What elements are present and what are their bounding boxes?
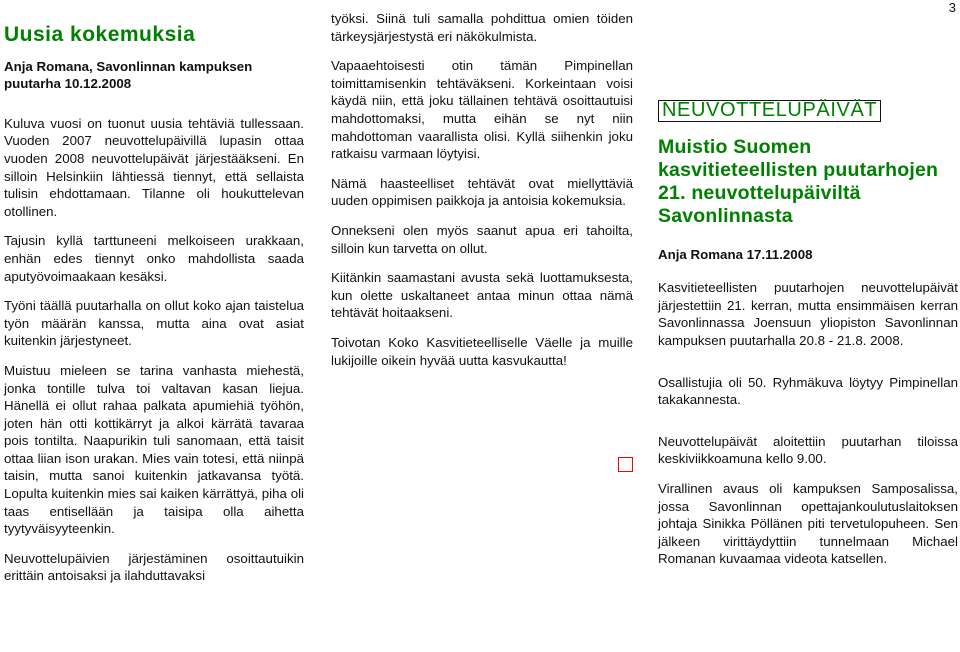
paragraph: Kasvitieteellisten puutarhojen neuvottelupäivät järjestettiin 21. kerran, mutta ensimmäisen kerran Savonlinnassa Joensuun yliopiston Savonlinnan kampuksen puutarhalla 20.8 - 21.8. 2008. [658, 280, 958, 348]
column-middle [331, 10, 633, 381]
paragraph: työksi. Siinä tuli samalla pohdittua omien töiden tärkeysjärjestystä eri näkökulmista. [331, 11, 633, 44]
paragraph: Tajusin kyllä tarttuneeni melkoiseen urakkaan, enhän edes tiennyt onko mahdollista saada aputyövoimaakaan kesäksi. [4, 233, 304, 284]
memo-title: Muistio Suomen kasvitieteellisten puutarhojen 21. neuvottelupäiviltä Savonlinnasta [658, 135, 939, 227]
section-badge: NEUVOTTELUPÄIVÄT [658, 100, 881, 122]
paragraph: Onnekseni olen myös saanut apua eri tahoilta, silloin kun tarvetta on ollut. [331, 222, 633, 256]
paragraph: Neuvottelupäivien järjestäminen osoittautuikin erittäin antoisaksi ja ilahduttavaksi [4, 550, 304, 584]
paragraph: Työni täällä puutarhalla on ollut koko ajan taistelua työn määrän kanssa, mutta aina ovat asiat kuitenkin järjestyneet. [4, 298, 304, 349]
column-right [658, 100, 958, 580]
page-number: 3 [948, 0, 956, 15]
article-title: Uusia kokemuksia [4, 23, 196, 46]
paragraph: Kuluva vuosi on tuonut uusia tehtäviä tullessaan. Vuoden 2007 neuvottelupäivillä lupasin ottaa vuoden 2008 neuvottelupäivät järjestääkseni. En silloin Helsinkiin lähtiessä tiennyt, että sellaista tulisin ehdottamaan. Tilanne oli houkuttelevan otollinen. [4, 115, 304, 219]
paragraph: Toivotan Koko Kasvitieteelliselle Väelle ja muille lukijoille oikein hyvää uutta kasvukautta! [331, 334, 633, 368]
column-left [4, 23, 304, 597]
paragraph: Muistuu mieleen se tarina vanhasta miehestä, jonka tontille tulva toi valtavan kasan liejua. Hänellä ei ollut rahaa palkata apumiehiä työhön, joten hän otti kottikärryt ja alkoi kärrätä tavaraa pois tontilta. Naapurikin tuli sanomaan, että taisit ottaa liian ison urakan. Mies vain totesi, että niinpä taisin, mutta sanoi kuitenkin jatkavansa työtä. Lopulta kuitenkin mies sai kaiken kärrättyä, piha oli taas entisellään ja taisipa olla aihetta tyytyväisyyteenkin. [4, 362, 304, 537]
paragraph: Vapaaehtoisesti otin tämän Pimpinellan toimittamisenkin tehtäväkseni. Korkeintaan voisi käydä niin, että joku tällainen tehtävä osoittautuisi mahdottomaksi, mutta eihän se nyt niin mahdottoman vaarallista olisi. Kyllä siihenkin joku ratkaisu varmaan löytyisi. [331, 58, 633, 162]
empty-checkbox-icon [618, 457, 633, 472]
paragraph: Virallinen avaus oli kampuksen Samposalissa, jossa Savonlinnan opettajankoulutuslaitoksen johtaja Sinikka Pöllänen piti tervetulopuheen. Sen jälkeen virittäydyttiin tunnelmaan Michael Romanan kuvaamaa videota katsellen. [658, 480, 958, 567]
memo-author: Anja Romana 17.11.2008 [658, 246, 813, 262]
paragraph: Nämä haasteelliset tehtävät ovat miellyttäviä uuden oppimisen paikkoja ja antoisia kokemuksia. [331, 175, 633, 209]
article-author: Anja Romana, Savonlinnan kampuksen puutarha 10.12.2008 [4, 58, 253, 92]
paragraph: Neuvottelupäivät aloitettiin puutarhan tiloissa keskiviikkoamuna kello 9.00. [658, 433, 958, 467]
paragraph: Kiitänkin saamastani avusta sekä luottamuksesta, kun olette uskaltaneet antaa minun ottaa nämä tehtävät hoitaakseni. [331, 270, 633, 321]
paragraph: Osallistujia oli 50. Ryhmäkuva löytyy Pimpinellan takakannesta. [658, 374, 958, 408]
